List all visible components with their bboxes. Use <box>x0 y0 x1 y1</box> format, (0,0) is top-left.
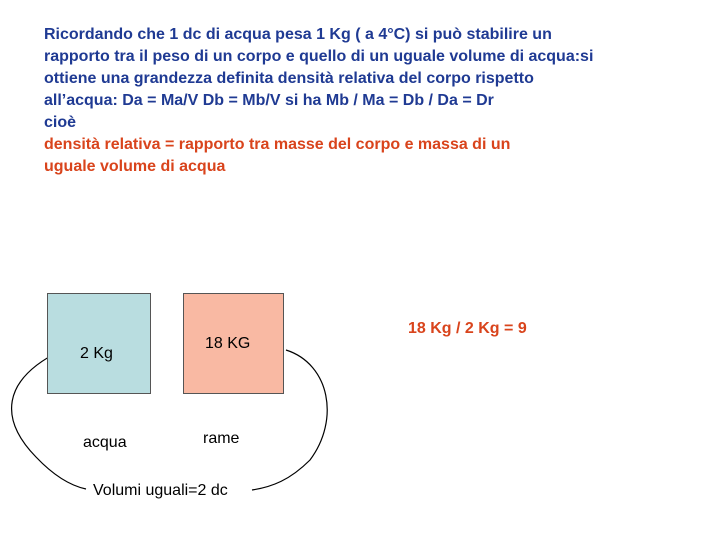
copper-label: rame <box>203 430 240 447</box>
volume-caption: Volumi uguali=2 dc <box>93 482 228 499</box>
ratio-result: 18 Kg / 2 Kg = 9 <box>408 320 527 337</box>
water-volume-box <box>47 293 151 394</box>
paragraph-line: all’acqua: Da = Ma/V Db = Mb/V si ha Mb / Ma = Db / Da = Dr <box>44 92 494 109</box>
paragraph-line: Ricordando che 1 dc di acqua pesa 1 Kg ( a 4°C) si può stabilire un <box>44 26 552 43</box>
definition-line: densità relativa = rapporto tra masse del corpo e massa di un <box>44 136 511 153</box>
paragraph-line: cioè <box>44 114 77 131</box>
water-mass-label: 2 Kg <box>80 345 113 362</box>
paragraph-line: rapporto tra il peso di un corpo e quello di un uguale volume di acqua:si <box>44 48 594 65</box>
copper-mass-label: 18 KG <box>205 335 251 352</box>
paragraph-line: ottiene una grandezza definita densità relativa del corpo rispetto <box>44 70 534 87</box>
water-label: acqua <box>83 434 127 451</box>
definition-line: uguale volume di acqua <box>44 158 226 175</box>
